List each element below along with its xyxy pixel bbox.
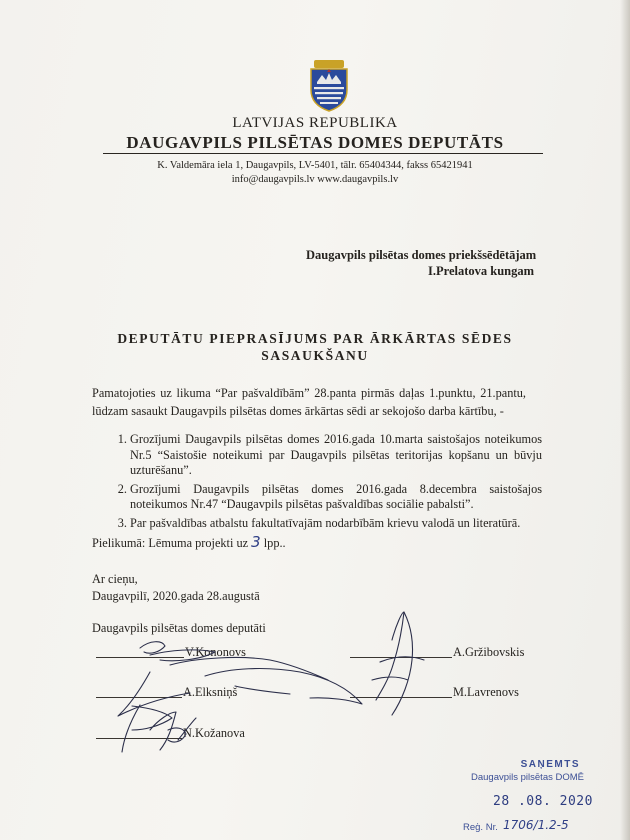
deputy-name-2: A.Gržibovskis: [453, 645, 525, 659]
coat-of-arms-icon: [308, 60, 350, 112]
letterhead-deputy: DAUGAVPILS PILSĒTAS DOMES DEPUTĀTS: [126, 133, 504, 152]
agenda-list: [112, 432, 542, 534]
document-title-continued: SASAUKŠANU: [261, 348, 369, 363]
deputy-name-1: V.Kononovs: [185, 645, 246, 659]
attachment-note: [92, 533, 286, 551]
deputies-label: Daugavpils pilsētas domes deputāti: [92, 621, 266, 635]
letterhead-republic: LATVIJAS REPUBLIKA: [232, 115, 398, 131]
attachment-suffix: lpp..: [260, 536, 286, 550]
letterhead-address: K. Valdemāra iela 1, Daugavpils, LV-5401, tālr. 65404344, fakss 65421941: [157, 160, 473, 171]
signature-line-kononovs: [96, 657, 184, 658]
signature-line-elksnins: [96, 697, 182, 698]
recipient-name: I.Prelatova kungam: [428, 264, 535, 278]
intro-line-2: lūdzam sasaukt Daugavpils pilsētas domes ārkārtas sēdi ar sekojošo darba kārtību, -: [92, 404, 504, 418]
deputy-name-3: A.Elksniņš: [183, 685, 238, 699]
place-and-date: Daugavpilī, 2020.gada 28.augustā: [92, 589, 260, 603]
signature-line-grzibovskis: [350, 657, 452, 658]
attachment-page-count: 3: [251, 533, 261, 551]
stamp-reg-label: Reģ. Nr.: [463, 822, 498, 833]
stamp-date: 28 .08. 2020: [493, 794, 593, 809]
letterhead-contacts: info@daugavpils.lv www.daugavpils.lv: [231, 174, 399, 185]
stamp-organization: Daugavpils pilsētas DOMĒ: [471, 772, 584, 783]
intro-paragraph: [92, 384, 526, 420]
letterhead-divider: [103, 153, 543, 154]
signature-line-kozanova: [96, 738, 182, 739]
stamp-reg-number: 1706/1.2-5: [503, 818, 569, 832]
document-title: DEPUTĀTU PIEPRASĪJUMS PAR ĀRKĀRTAS SĒDES: [117, 331, 513, 346]
agenda-item-1: 1. Grozījumi Daugavpils pilsētas domes 2016.gada 10.marta saistošajos noteikumos Nr.5 “Saistošie noteikumi par Daugavpils pilsētas teritorijas kopšanu un būvju uzturēšanu”.: [130, 432, 542, 479]
attachment-prefix: Pielikumā: Lēmuma projekti uz: [92, 536, 252, 550]
deputy-name-4: M.Lavrenovs: [453, 685, 519, 699]
intro-line-1: Pamatojoties uz likuma “Par pašvaldībām” 28.panta pirmās daļas 1.punktu, 21.pantu,: [92, 386, 526, 400]
agenda-item-2: 2. Grozījumi Daugavpils pilsētas domes 2016.gada 8.decembra saistošajos noteikumos Nr.47 “Daugavpils pilsētas pašvaldības sociālie pabalsti”.: [130, 482, 542, 513]
signature-elksnins: [118, 658, 362, 716]
recipient-title: Daugavpils pilsētas domes priekšsēdētājam: [306, 248, 537, 262]
signature-grzibovskis: [372, 612, 424, 715]
stamp-received: SAŅEMTS: [520, 759, 580, 770]
agenda-item-3: 3. Par pašvaldības atbalstu fakultatīvajām nodarbībām krievu valodā un literatūrā.: [130, 516, 542, 532]
deputy-name-5: N.Kožanova: [183, 726, 245, 740]
signature-line-lavrenovs: [350, 697, 452, 698]
closing-regards: Ar cieņu,: [92, 572, 138, 586]
